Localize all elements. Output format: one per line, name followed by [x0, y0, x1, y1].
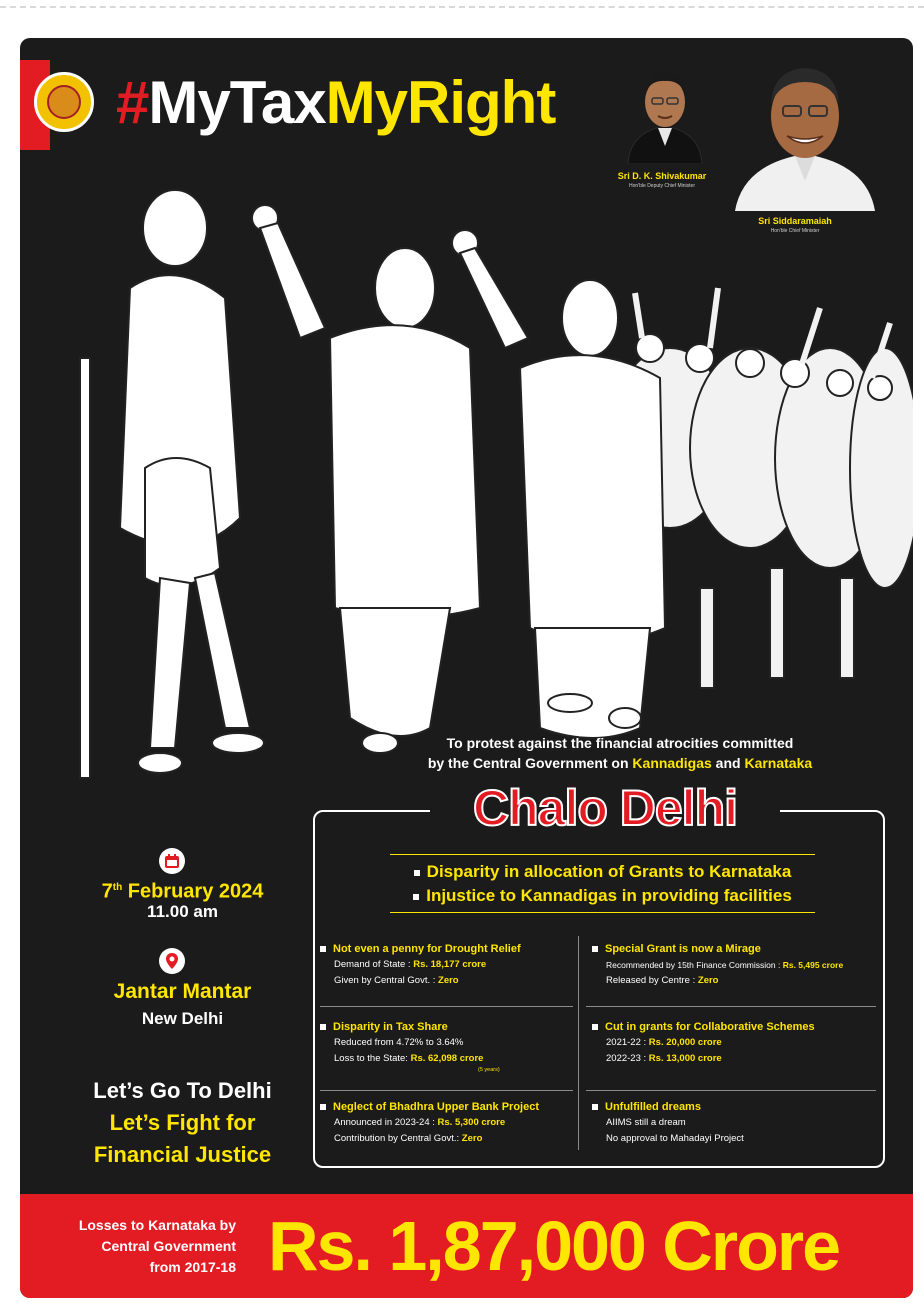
leader-role-shivakumar: Hon'ble Deputy Chief Minister [629, 183, 695, 189]
bullet-icon [592, 946, 598, 952]
grid-divider-row-2 [320, 1090, 573, 1091]
point-note: (5 years) [478, 1067, 500, 1073]
portrait-siddaramaiah [725, 46, 885, 211]
bullet-icon [320, 1024, 326, 1030]
calendar-icon [159, 848, 185, 874]
emblem-seal-icon [47, 85, 81, 119]
bullet-icon [320, 946, 326, 952]
poster [20, 38, 913, 1298]
grid-divider-row-1-right [586, 1006, 876, 1007]
key-point-facilities: Injustice to Kannadigas in providing facilities [390, 884, 815, 908]
slogan-line-1: Let’s Go To Delhi [93, 1078, 272, 1103]
protest-line-1: To protest against the financial atrocities committed [446, 735, 794, 751]
hashtag-headline [116, 68, 555, 138]
point-title: Not even a penny for Drought Relief [333, 943, 521, 955]
chalo-delhi-heading: Chalo Delhi [430, 778, 780, 838]
key-points-top-rule [390, 854, 815, 855]
leader-role-siddaramaiah: Hon'ble Chief Minister [770, 228, 820, 234]
protest-statement [360, 733, 880, 773]
grid-divider-row-1 [320, 1006, 573, 1007]
losses-amount: Rs. 1,87,000 Crore [268, 1207, 840, 1285]
grid-divider-row-2-right [586, 1090, 876, 1091]
grid-divider-vertical [578, 936, 579, 1150]
event-time: 11.00 am [147, 902, 218, 921]
siddaramaiah-figure [252, 205, 480, 753]
key-point-grants: Disparity in allocation of Grants to Karnataka [390, 860, 815, 884]
point-title: Neglect of Bhadhra Upper Bank Project [333, 1101, 539, 1113]
karnataka-emblem-logo [34, 72, 94, 132]
protest-karnataka: Karnataka [744, 755, 813, 771]
gandhi-figure [80, 190, 264, 778]
point-drought-relief: Not even a penny for Drought Relief Demand of State : Rs. 18,177 crore Given by Central Govt. : Zero [320, 942, 521, 989]
shivakumar-figure [452, 230, 665, 738]
slogan [50, 1075, 315, 1171]
event-date: 7th February 2024 [101, 880, 264, 903]
point-title: Special Grant is now a Mirage [605, 943, 761, 955]
protest-line-2-prefix: by the Central Government on [427, 755, 633, 771]
bullet-icon [413, 894, 419, 900]
bullet-icon [592, 1024, 598, 1030]
protest-line-2 [360, 753, 880, 773]
hashtag-mytax: MyTax [148, 69, 326, 136]
hashtag-myright: MyRight [325, 69, 556, 136]
event-venue: Jantar Mantar [113, 980, 252, 1003]
hashtag-symbol: # [116, 69, 149, 136]
leader-name-siddaramaiah: Sri Siddaramaiah [758, 216, 832, 226]
bullet-icon [320, 1104, 326, 1110]
bullet-icon [592, 1104, 598, 1110]
portrait-shivakumar [620, 54, 710, 164]
protest-and: and [711, 755, 745, 771]
point-title: Disparity in Tax Share [333, 1021, 448, 1033]
key-points-bottom-rule [390, 912, 815, 913]
point-bhadhra-project: Neglect of Bhadhra Upper Bank Project Announced in 2023-24 : Rs. 5,300 crore Contribution by Central Govt.: Zero [320, 1100, 539, 1147]
protest-kannadigas: Kannadigas [632, 755, 712, 771]
losses-banner [20, 1194, 913, 1298]
point-title: Unfulfilled dreams [605, 1101, 701, 1113]
point-tax-share: Disparity in Tax Share Reduced from 4.72% to 3.64% Loss to the State: Rs. 62,098 crore (5 years) [320, 1020, 500, 1074]
point-collaborative-schemes: Cut in grants for Collaborative Schemes 2021-22 : Rs. 20,000 crore 2022-23 : Rs. 13,000 crore [592, 1020, 815, 1067]
point-unfulfilled-dreams: Unfulfilled dreams AIIMS still a dream No approval to Mahadayi Project [592, 1100, 744, 1147]
bullet-icon [414, 870, 420, 876]
slogan-line-3: Financial Justice [93, 1142, 272, 1167]
march-illustration [50, 188, 913, 788]
point-title: Cut in grants for Collaborative Schemes [605, 1021, 815, 1033]
losses-label: Losses to Karnataka by Central Government from 2017-18 [78, 1217, 236, 1275]
location-pin-icon [159, 948, 185, 974]
page-top-border [0, 0, 924, 8]
leader-name-shivakumar: Sri D. K. Shivakumar [617, 171, 707, 181]
point-special-grant: Special Grant is now a Mirage Recommended by 15th Finance Commission : Rs. 5,495 crore Released by Centre : Zero [592, 942, 843, 989]
event-city: New Delhi [141, 1009, 224, 1028]
slogan-line-2: Let’s Fight for [109, 1110, 256, 1135]
